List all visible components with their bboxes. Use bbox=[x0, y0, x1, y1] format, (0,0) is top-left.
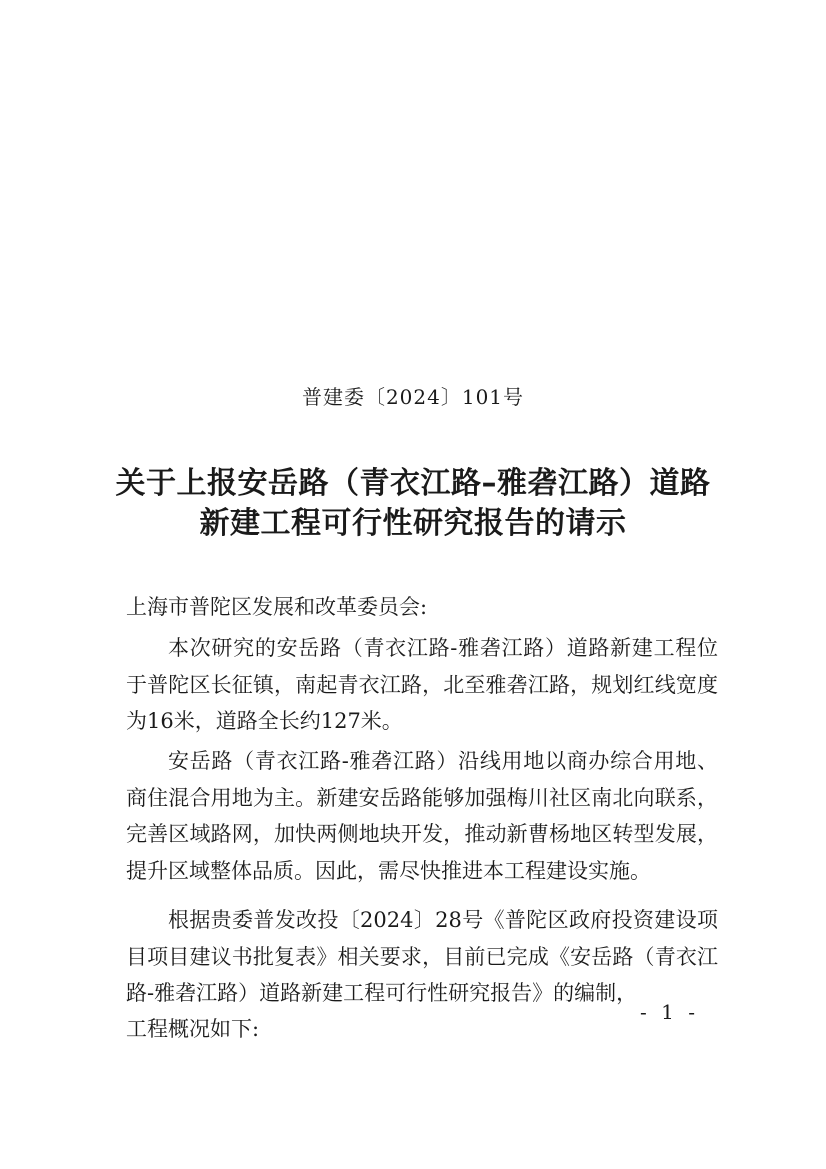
paragraph-project-location: 本次研究的安岳路（青衣江路-雅砻江路）道路新建工程位于普陀区长征镇，南起青衣江路，北至雅砻江路，规划红线宽度为16米，道路全长约127米。 bbox=[126, 636, 718, 733]
paragraph-approval-basis: 根据贵委普发改投〔2024〕28号《普陀区政府投资建设项目项目建议书批复表》相关要求，目前已完成《安岳路（青衣江路-雅砻江路）道路新建工程可行性研究报告》的编制， bbox=[126, 908, 718, 1005]
document-title bbox=[0, 464, 826, 544]
salutation: 上海市普陀区发展和改革委员会: bbox=[126, 595, 428, 619]
title-line-2: 新建工程可行性研究报告的请示 bbox=[199, 506, 627, 541]
page-number: - 1 - bbox=[640, 1000, 699, 1024]
document-number: 普建委〔2024〕101号 bbox=[301, 385, 525, 409]
title-line-1: 关于上报安岳路（青衣江路–雅砻江路）道路 bbox=[115, 466, 711, 501]
paragraph-land-use: 安岳路（青衣江路-雅砻江路）沿线用地以商办综合用地、商住混合用地为主。新建安岳路能够加强梅川社区南北向联系，完善区域路网，加快两侧地块开发，推动新曹杨地区转型发展，提升区域整体品质。因此，需尽快推进本工程建设实施。 bbox=[126, 749, 718, 883]
closing-line: 工程概况如下: bbox=[126, 1017, 260, 1041]
